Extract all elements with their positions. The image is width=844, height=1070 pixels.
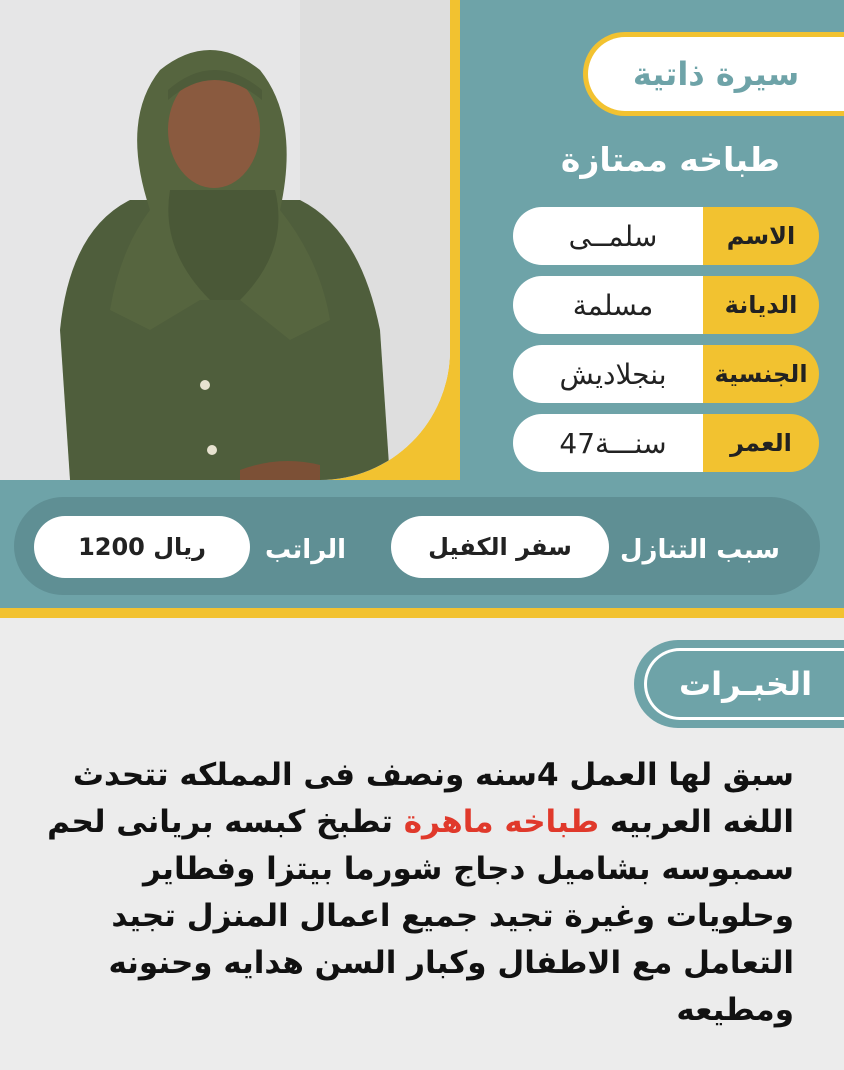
field-row-nationality [513, 345, 819, 403]
reason-value: سفر الكفيل [391, 516, 609, 578]
experience-text [24, 752, 794, 1034]
field-label: الجنسية [703, 345, 819, 403]
field-label: العمر [703, 414, 819, 472]
salary-value: 1200 ريال [34, 516, 250, 578]
field-row-religion [513, 276, 819, 334]
field-label: الاسم [703, 207, 819, 265]
page-title: سيرة ذاتية [632, 55, 800, 93]
experience-text-part1: سبق لها العمل 4سنه ونصف فى المملكه تتحدث اللغه العربيه [72, 757, 794, 840]
field-row-name [513, 207, 819, 265]
experience-text-part2: تطبخ كبسه بريانى لحم سمبوسه بشاميل دجاج شورما بيتزا وفطاير وحلويات وغيرة تجيد جميع اعمال المنزل تجيد التعامل مع الاطفال وكبار السن هدايه وحنونه ومطيعه [47, 804, 794, 1028]
salary-label: الراتب [265, 535, 347, 565]
field-value: بنجلاديش [513, 345, 713, 403]
job-title: طباخه ممتازة [560, 140, 780, 179]
field-label: الديانة [703, 276, 819, 334]
field-value: سلمــى [513, 207, 713, 265]
experience-tab [634, 640, 844, 728]
photo-frame [0, 0, 460, 480]
title-badge [583, 32, 844, 116]
profile-photo [0, 0, 450, 480]
reason-label: سبب التنازل [620, 535, 780, 565]
field-value: مسلمة [513, 276, 713, 334]
experience-title: الخبـرات [678, 665, 813, 703]
field-row-age [513, 414, 819, 472]
divider-line [0, 608, 844, 618]
person-illustration [0, 0, 450, 480]
field-value: 47سنـــة [513, 414, 713, 472]
experience-highlight: طباخه ماهرة [403, 804, 600, 840]
